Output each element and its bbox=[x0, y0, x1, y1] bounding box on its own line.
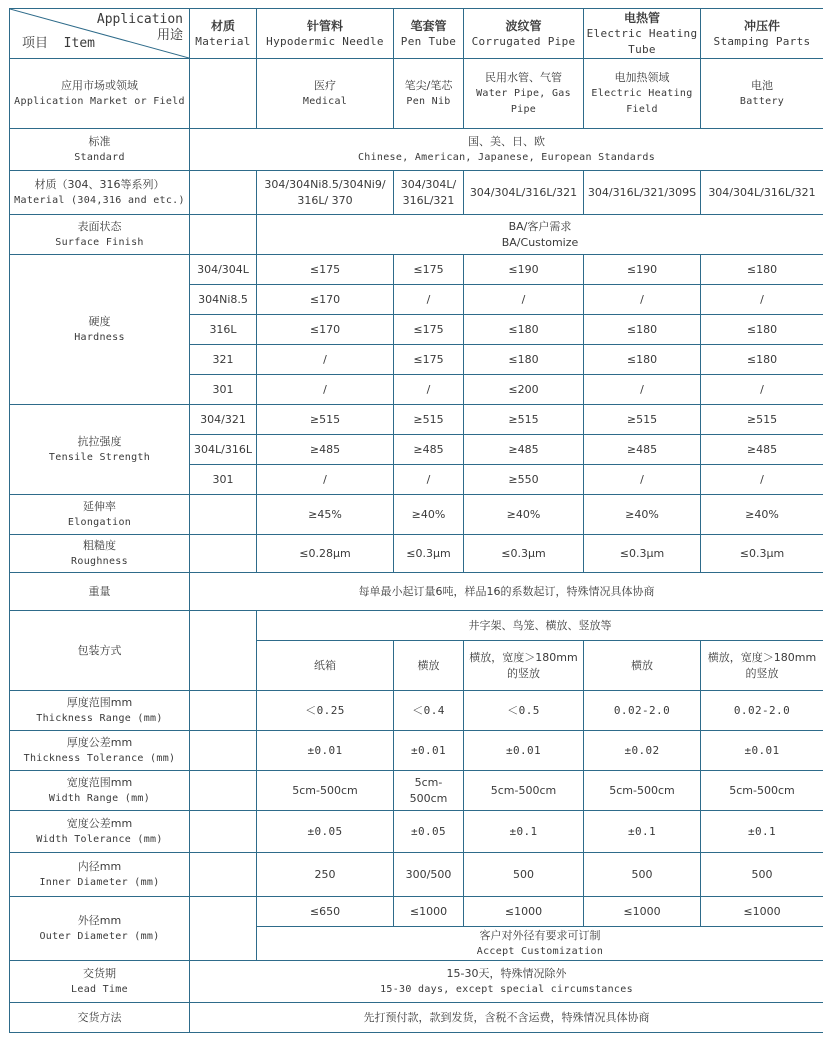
table-cell: 5cm-500cm bbox=[257, 771, 394, 811]
table-cell: 304/316L/321/309S bbox=[584, 171, 701, 215]
table-cell: 5cm-500cm bbox=[584, 771, 701, 811]
table-cell: ±0.05 bbox=[394, 811, 464, 853]
table-cell: BA/客户需求 BA/Customize bbox=[257, 215, 823, 255]
table-cell: / bbox=[394, 285, 464, 315]
table-cell: / bbox=[701, 285, 823, 315]
row-label: 包装方式 bbox=[10, 611, 190, 691]
row-label: 标准 Standard bbox=[10, 129, 190, 171]
grade-cell: 301 bbox=[190, 375, 257, 405]
table-cell: 横放 bbox=[584, 641, 701, 691]
table-cell: ≤200 bbox=[464, 375, 584, 405]
row-material bbox=[10, 171, 823, 215]
row-label: 重量 bbox=[10, 573, 190, 611]
header-row bbox=[10, 9, 823, 59]
table-cell: ≤1000 bbox=[464, 897, 584, 927]
table-cell: / bbox=[257, 375, 394, 405]
table-cell: ≥515 bbox=[394, 405, 464, 435]
table-cell: ≤175 bbox=[257, 255, 394, 285]
table-cell: ≤0.3μm bbox=[394, 535, 464, 573]
table-cell: ≤180 bbox=[464, 315, 584, 345]
row-label: 交货期 Lead Time bbox=[10, 961, 190, 1003]
table-cell: ±0.1 bbox=[464, 811, 584, 853]
table-cell: ≥550 bbox=[464, 465, 584, 495]
row-standard bbox=[10, 129, 823, 171]
table-cell: / bbox=[394, 375, 464, 405]
table-cell: 5cm-500cm bbox=[394, 771, 464, 811]
table-cell: ±0.1 bbox=[701, 811, 823, 853]
empty-cell bbox=[190, 811, 257, 853]
table-cell: ≤180 bbox=[464, 345, 584, 375]
table-cell: 电加热领域 Electric Heating Field bbox=[584, 59, 701, 129]
table-cell: 笔尖/笔芯 Pen Nib bbox=[394, 59, 464, 129]
table-cell: ＜0.25 bbox=[257, 691, 394, 731]
grade-cell: 301 bbox=[190, 465, 257, 495]
row-width-range bbox=[10, 771, 823, 811]
table-cell: ≤175 bbox=[394, 315, 464, 345]
table-cell: ≤0.28μm bbox=[257, 535, 394, 573]
table-cell: ±0.01 bbox=[257, 731, 394, 771]
table-cell: ≤180 bbox=[584, 315, 701, 345]
table-cell: 民用水管、气管 Water Pipe, Gas Pipe bbox=[464, 59, 584, 129]
grade-cell: 304/304L bbox=[190, 255, 257, 285]
row-application bbox=[10, 59, 823, 129]
table-cell: ≥515 bbox=[464, 405, 584, 435]
empty-cell bbox=[190, 215, 257, 255]
row-label: 厚度公差mm Thickness Tolerance (mm) bbox=[10, 731, 190, 771]
table-cell: / bbox=[394, 465, 464, 495]
row-label: 交货方法 bbox=[10, 1003, 190, 1033]
row-label: 宽度范围mm Width Range (mm) bbox=[10, 771, 190, 811]
row-label: 外径mm Outer Diameter (mm) bbox=[10, 897, 190, 961]
table-cell: ≤190 bbox=[584, 255, 701, 285]
table-cell: ±0.05 bbox=[257, 811, 394, 853]
empty-cell bbox=[190, 535, 257, 573]
table-cell: 500 bbox=[464, 853, 584, 897]
table-cell: ≤0.3μm bbox=[584, 535, 701, 573]
table-cell: ≤180 bbox=[584, 345, 701, 375]
table-cell: ≤180 bbox=[701, 345, 823, 375]
header-electric-heating-tube: 电热管 Electric Heating Tube bbox=[584, 9, 701, 59]
table-cell: 15-30天，特殊情况除外 15-30 days, except special circumstances bbox=[190, 961, 823, 1003]
table-cell: ≤650 bbox=[257, 897, 394, 927]
spec-table bbox=[9, 8, 823, 1033]
table-cell: 横放，宽度＞180mm的竖放 bbox=[701, 641, 823, 691]
header-stamping-parts: 冲压件 Stamping Parts bbox=[701, 9, 823, 59]
table-cell: ≤175 bbox=[394, 345, 464, 375]
grade-cell: 304Ni8.5 bbox=[190, 285, 257, 315]
grade-cell: 321 bbox=[190, 345, 257, 375]
row-lead-time bbox=[10, 961, 823, 1003]
row-label: 内径mm Inner Diameter (mm) bbox=[10, 853, 190, 897]
table-cell: 客户对外径有要求可订制 Accept Customization bbox=[257, 927, 823, 961]
table-cell: ≥485 bbox=[394, 435, 464, 465]
table-cell: ≤180 bbox=[701, 315, 823, 345]
table-cell: 500 bbox=[584, 853, 701, 897]
table-cell: ≤0.3μm bbox=[464, 535, 584, 573]
table-cell: ≤180 bbox=[701, 255, 823, 285]
table-cell: ≥485 bbox=[257, 435, 394, 465]
table-cell: 纸箱 bbox=[257, 641, 394, 691]
table-cell: ±0.01 bbox=[394, 731, 464, 771]
table-cell: 304/304Ni8.5/304Ni9/ 316L/ 370 bbox=[257, 171, 394, 215]
table-cell: 5cm-500cm bbox=[464, 771, 584, 811]
table-cell: ±0.01 bbox=[701, 731, 823, 771]
table-cell: ≥40% bbox=[584, 495, 701, 535]
table-cell: ≥40% bbox=[464, 495, 584, 535]
grade-cell: 316L bbox=[190, 315, 257, 345]
row-thickness-tolerance bbox=[10, 731, 823, 771]
table-cell: 横放 bbox=[394, 641, 464, 691]
header-corrugated-pipe: 波纹管 Corrugated Pipe bbox=[464, 9, 584, 59]
empty-cell bbox=[190, 611, 257, 691]
empty-cell bbox=[190, 853, 257, 897]
table-cell: ≥40% bbox=[394, 495, 464, 535]
row-label: 应用市场或领域 Application Market or Field bbox=[10, 59, 190, 129]
empty-cell bbox=[190, 59, 257, 129]
table-cell: 井字架、鸟笼、横放、竖放等 bbox=[257, 611, 823, 641]
header-corner-cell bbox=[10, 9, 190, 59]
table-cell: ≥485 bbox=[464, 435, 584, 465]
table-cell: / bbox=[701, 465, 823, 495]
table-cell: ±0.02 bbox=[584, 731, 701, 771]
table-cell: 300/500 bbox=[394, 853, 464, 897]
table-cell: ≤175 bbox=[394, 255, 464, 285]
row-delivery bbox=[10, 1003, 823, 1033]
table-cell: ≥45% bbox=[257, 495, 394, 535]
header-pen-tube: 笔套管 Pen Tube bbox=[394, 9, 464, 59]
corner-item-label: 项目 Item bbox=[22, 36, 95, 51]
row-label: 粗糙度 Roughness bbox=[10, 535, 190, 573]
row-label: 宽度公差mm Width Tolerance (mm) bbox=[10, 811, 190, 853]
row-width-tolerance bbox=[10, 811, 823, 853]
table-cell: 304/304L/ 316L/321 bbox=[394, 171, 464, 215]
table-cell: ≤1000 bbox=[394, 897, 464, 927]
table-cell: 500 bbox=[701, 853, 823, 897]
table-cell: ±0.1 bbox=[584, 811, 701, 853]
header-material: 材质 Material bbox=[190, 9, 257, 59]
row-inner-diameter bbox=[10, 853, 823, 897]
table-cell: ≤1000 bbox=[701, 897, 823, 927]
table-cell: ≥485 bbox=[701, 435, 823, 465]
table-cell: / bbox=[584, 285, 701, 315]
grade-cell: 304/321 bbox=[190, 405, 257, 435]
row-tensile bbox=[10, 405, 823, 435]
empty-cell bbox=[190, 771, 257, 811]
table-cell: ≥485 bbox=[584, 435, 701, 465]
table-cell: 304/304L/316L/321 bbox=[701, 171, 823, 215]
table-cell: / bbox=[701, 375, 823, 405]
table-cell: 先打预付款，款到发货，含税不含运费，特殊情况具体协商 bbox=[190, 1003, 823, 1033]
table-cell: / bbox=[584, 465, 701, 495]
table-cell: 国、美、日、欧 Chinese, American, Japanese, European Standards bbox=[190, 129, 823, 171]
table-cell: / bbox=[257, 345, 394, 375]
table-cell: 电池 Battery bbox=[701, 59, 823, 129]
table-cell: ±0.01 bbox=[464, 731, 584, 771]
table-cell: ≥515 bbox=[257, 405, 394, 435]
row-hardness bbox=[10, 255, 823, 285]
row-label: 延伸率 Elongation bbox=[10, 495, 190, 535]
empty-cell bbox=[190, 897, 257, 961]
table-cell: ≤170 bbox=[257, 285, 394, 315]
table-cell: ≥515 bbox=[701, 405, 823, 435]
table-cell: 横放，宽度＞180mm的竖放 bbox=[464, 641, 584, 691]
row-packing bbox=[10, 611, 823, 641]
row-thickness-range bbox=[10, 691, 823, 731]
header-hypodermic-needle: 针管料 Hypodermic Needle bbox=[257, 9, 394, 59]
table-cell: ＜0.5 bbox=[464, 691, 584, 731]
row-weight bbox=[10, 573, 823, 611]
table-cell: 每单最小起订量6吨，样品16的系数起订，特殊情况具体协商 bbox=[190, 573, 823, 611]
empty-cell bbox=[190, 731, 257, 771]
row-label: 厚度范围mm Thickness Range (mm) bbox=[10, 691, 190, 731]
row-label: 硬度 Hardness bbox=[10, 255, 190, 405]
table-cell: / bbox=[257, 465, 394, 495]
table-cell: 250 bbox=[257, 853, 394, 897]
table-cell: 0.02-2.0 bbox=[701, 691, 823, 731]
table-cell: 5cm-500cm bbox=[701, 771, 823, 811]
table-cell: ≤0.3μm bbox=[701, 535, 823, 573]
table-cell: / bbox=[464, 285, 584, 315]
table-cell: ≤190 bbox=[464, 255, 584, 285]
row-elongation bbox=[10, 495, 823, 535]
table-cell: ≤1000 bbox=[584, 897, 701, 927]
table-cell: 0.02-2.0 bbox=[584, 691, 701, 731]
row-roughness bbox=[10, 535, 823, 573]
row-label: 抗拉强度 Tensile Strength bbox=[10, 405, 190, 495]
table-cell: 304/304L/316L/321 bbox=[464, 171, 584, 215]
table-cell: ≤170 bbox=[257, 315, 394, 345]
row-label: 表面状态 Surface Finish bbox=[10, 215, 190, 255]
table-cell: ≥40% bbox=[701, 495, 823, 535]
table-cell: / bbox=[584, 375, 701, 405]
row-label: 材质（304、316等系列） Material (304,316 and etc.) bbox=[10, 171, 190, 215]
table-cell: 医疗 Medical bbox=[257, 59, 394, 129]
row-outer-diameter bbox=[10, 897, 823, 927]
row-surface-finish bbox=[10, 215, 823, 255]
grade-cell: 304L/316L bbox=[190, 435, 257, 465]
empty-cell bbox=[190, 691, 257, 731]
table-cell: ＜0.4 bbox=[394, 691, 464, 731]
table-cell: ≥515 bbox=[584, 405, 701, 435]
empty-cell bbox=[190, 495, 257, 535]
empty-cell bbox=[190, 171, 257, 215]
corner-usage-label: Application 用途 bbox=[96, 12, 183, 43]
